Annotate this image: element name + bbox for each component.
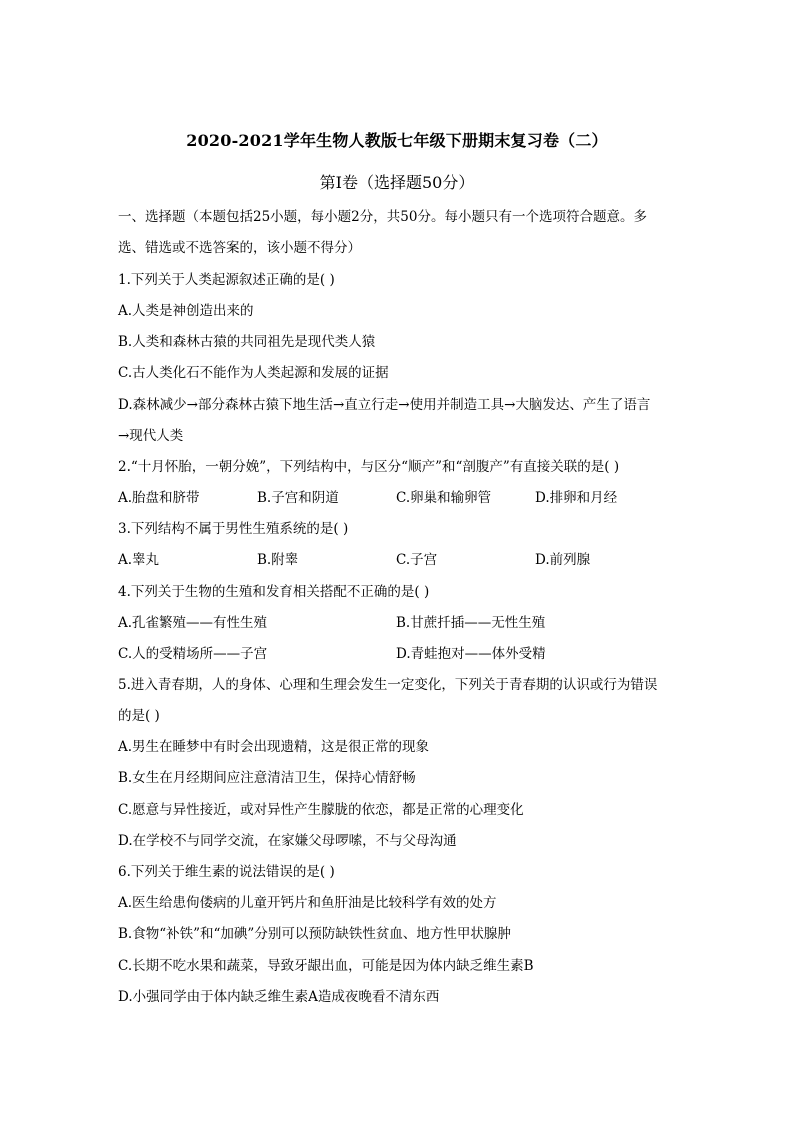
section-instructions-line1: 一、选择题（本题包括25小题，每小题2分，共50分。每小题只有一个选项符合题意。多: [118, 209, 647, 225]
q6-option-b: B.食物“补铁”和“加碘”分别可以预防缺铁性贫血、地方性甲状腺肿: [118, 926, 511, 942]
q6-option-a: A.医生给患佝偻病的儿童开钙片和鱼肝油是比较科学有效的处方: [118, 895, 497, 911]
q1-option-c: C.古人类化石不能作为人类起源和发展的证据: [118, 365, 389, 381]
q2-option-c: C.卵巢和输卵管: [396, 490, 492, 506]
q1-option-b: B.人类和森林古猿的共同祖先是现代类人猿: [118, 334, 376, 350]
q3-option-c: C.子宫: [396, 552, 438, 568]
q6-option-c: C.长期不吃水果和蔬菜，导致牙龈出血，可能是因为体内缺乏维生素B: [118, 958, 534, 974]
q6-option-d: D.小强同学由于体内缺乏维生素A造成夜晚看不清东西: [118, 989, 440, 1005]
q2-option-b: B.子宫和阴道: [257, 490, 339, 506]
q4-option-d: D.青蛙抱对——体外受精: [396, 646, 546, 662]
q1-option-d-line2: →现代人类: [118, 428, 184, 444]
q2-stem: 2.“十月怀胎，一朝分娩”，下列结构中，与区分“顺产”和“剖腹产”有直接关联的是( ): [118, 459, 620, 475]
q6-stem: 6.下列关于维生素的说法错误的是( ): [118, 864, 335, 880]
q3-option-d: D.前列腺: [535, 552, 591, 568]
q4-option-c: C.人的受精场所——子宫: [118, 646, 268, 662]
q5-stem-line2: 的是( ): [118, 708, 160, 724]
q2-option-d: D.排卵和月经: [535, 490, 618, 506]
q3-stem: 3.下列结构不属于男性生殖系统的是( ): [118, 521, 349, 537]
q5-stem-line1: 5.进入青春期，人的身体、心理和生理会发生一定变化，下列关于青春期的认识或行为错误: [118, 677, 658, 693]
q4-option-a: A.孔雀繁殖——有性生殖: [118, 615, 268, 631]
q3-option-a: A.睾丸: [118, 552, 160, 568]
q5-option-b: B.女生在月经期间应注意清洁卫生，保持心情舒畅: [118, 770, 416, 786]
section-subtitle: 第Ⅰ卷（选择题50分）: [319, 173, 475, 192]
q1-option-a: A.人类是神创造出来的: [118, 303, 254, 319]
q4-option-b: B.甘蔗扦插——无性生殖: [396, 615, 546, 631]
q1-option-d-line1: D.森林减少→部分森林古猿下地生活→直立行走→使用并制造工具→大脑发达、产生了语言: [118, 397, 651, 413]
q2-option-a: A.胎盘和脐带: [118, 490, 200, 506]
q5-option-c: C.愿意与异性接近，或对异性产生朦胧的依恋，都是正常的心理变化: [118, 802, 524, 818]
section-instructions-line2: 选、错选或不选答案的，该小题不得分）: [118, 240, 361, 256]
q5-option-d: D.在学校不与同学交流，在家嫌父母啰嗦，不与父母沟通: [118, 833, 457, 849]
page-title: 2020-2021学年生物人教版七年级下册期末复习卷（二）: [186, 131, 608, 150]
q1-stem: 1.下列关于人类起源叙述正确的是( ): [118, 272, 335, 288]
q3-option-b: B.附睾: [257, 552, 299, 568]
q5-option-a: A.男生在睡梦中有时会出现遗精，这是很正常的现象: [118, 739, 430, 755]
q4-stem: 4.下列关于生物的生殖和发育相关搭配不正确的是( ): [118, 584, 430, 600]
